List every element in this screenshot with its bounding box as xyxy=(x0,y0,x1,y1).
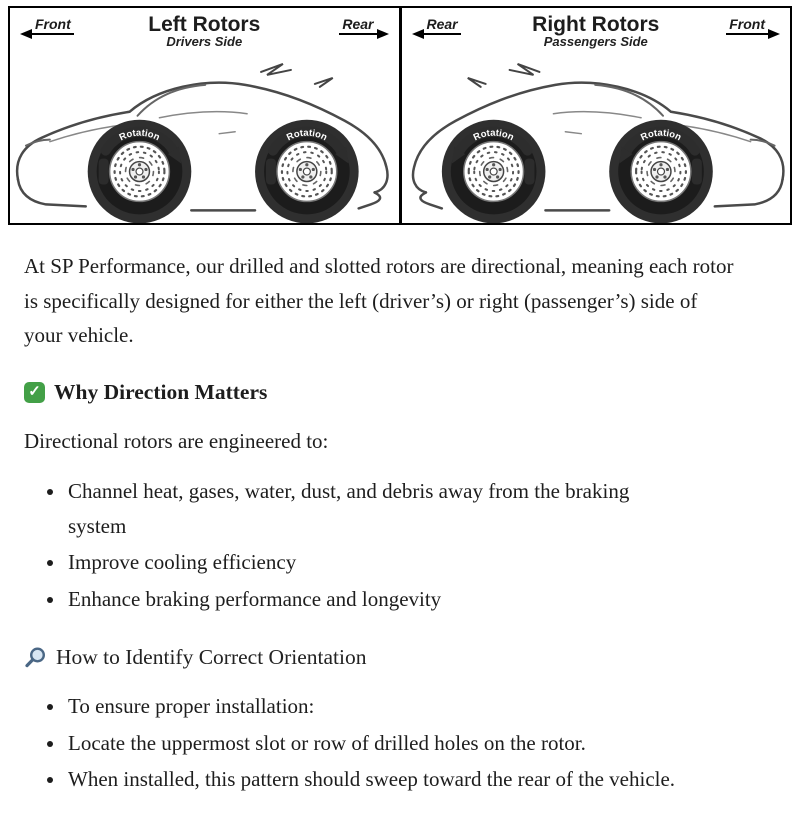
left-panel-header xyxy=(10,8,399,54)
arrow-left-icon xyxy=(20,29,32,39)
identify-orientation-heading xyxy=(24,640,772,675)
panel-title: Left Rotors xyxy=(148,13,261,36)
front-direction-label: Front xyxy=(726,17,780,35)
check-icon: ✓ xyxy=(24,382,45,403)
right-panel-title-block xyxy=(532,14,659,49)
magnifier-icon xyxy=(24,646,47,669)
engineered-lead: Directional rotors are engineered to: xyxy=(24,428,329,453)
panel-title: Right Rotors xyxy=(532,13,660,36)
article-body xyxy=(0,225,800,824)
arrow-right-icon xyxy=(768,29,780,39)
rotation-label: Rotation xyxy=(638,127,683,144)
right-rotors-panel xyxy=(400,6,793,225)
rear-direction-label: Rear xyxy=(412,17,461,35)
rotor-direction-diagram xyxy=(8,6,792,225)
rotation-label: Rotation xyxy=(284,127,329,144)
orientation-steps-list xyxy=(24,689,772,796)
list-item: • To ensure proper installation: xyxy=(66,689,690,723)
why-direction-matters-heading xyxy=(24,375,772,410)
left-panel-title-block xyxy=(148,14,260,49)
rear-direction-label: Rear xyxy=(339,17,388,35)
right-car-illustration xyxy=(402,54,791,223)
panel-subtitle: Drivers Side xyxy=(166,34,243,49)
front-direction-label: Front xyxy=(20,17,74,35)
rotation-label: Rotation xyxy=(117,127,162,144)
benefits-list xyxy=(24,474,772,616)
list-item: • Improve cooling efficiency xyxy=(66,545,690,579)
intro-paragraph: At SP Performance, our drilled and slotted rotors are directional, meaning each rotor is specifically designed for either the left (driver’s) or right (passenger’s) side of your vehicle. xyxy=(24,254,734,348)
list-item: • Channel heat, gases, water, dust, and debris away from the braking system xyxy=(66,474,690,543)
rotation-label: Rotation xyxy=(471,127,516,144)
arrow-left-icon xyxy=(412,29,424,39)
left-rotors-panel xyxy=(8,6,401,225)
heading-text: How to Identify Correct Orientation xyxy=(56,645,367,670)
right-panel-header xyxy=(402,8,791,54)
list-item: • Enhance braking performance and longevity xyxy=(66,582,690,616)
left-car-illustration xyxy=(10,54,399,223)
arrow-right-icon xyxy=(377,29,389,39)
heading-text: Why Direction Matters xyxy=(54,379,268,404)
list-item: • Locate the uppermost slot or row of drilled holes on the rotor. xyxy=(66,726,690,760)
list-item: • When installed, this pattern should sweep toward the rear of the vehicle. xyxy=(66,762,690,796)
panel-subtitle: Passengers Side xyxy=(543,34,648,49)
